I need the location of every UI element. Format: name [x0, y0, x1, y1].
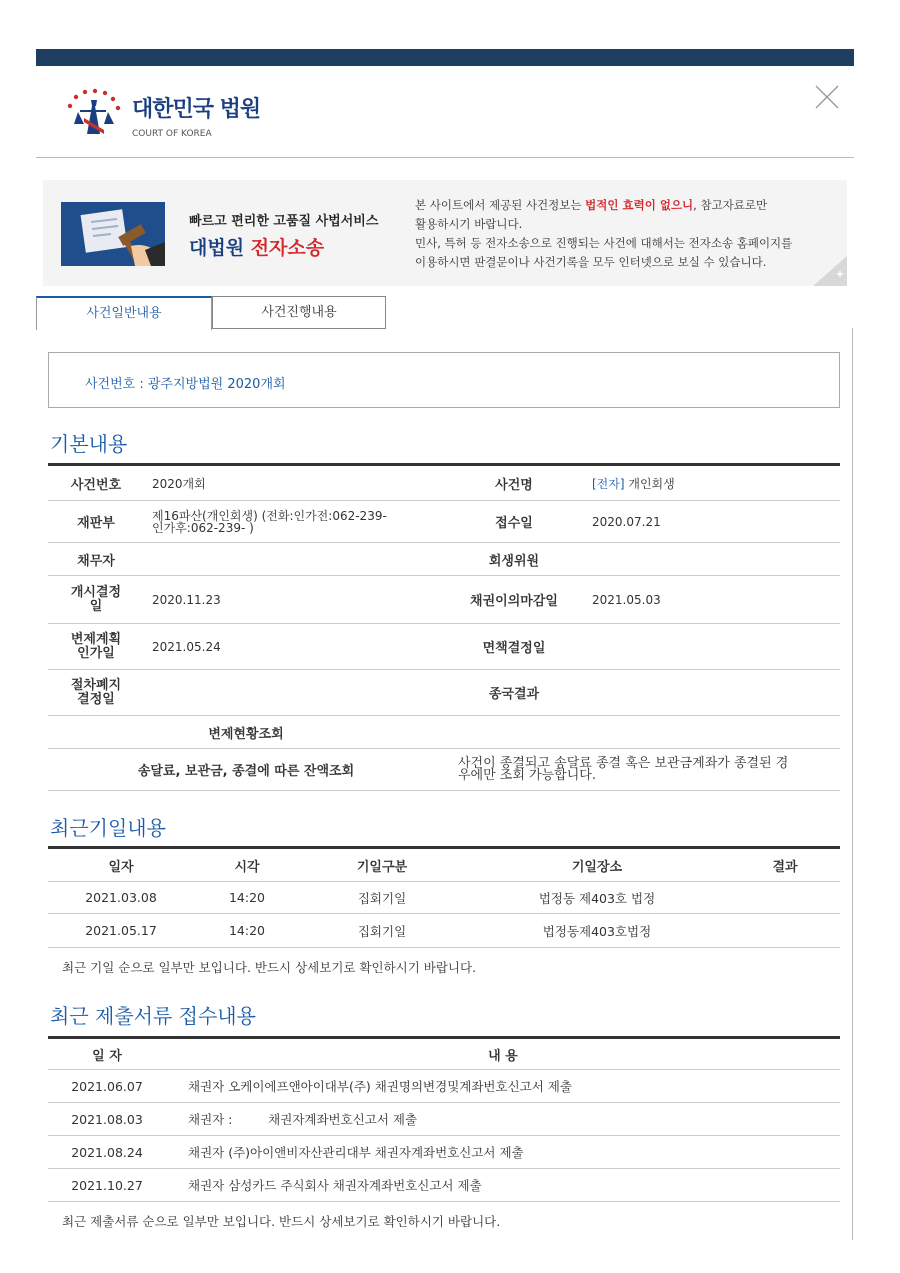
top-bar — [36, 49, 854, 66]
doc-date-cell: 2021.08.24 — [48, 1136, 166, 1169]
basic-info-table — [48, 463, 840, 791]
banner-headline — [189, 210, 378, 260]
discharge-date-value — [584, 624, 840, 670]
notice-line-4: 이용하시면 판결문이나 사건기록을 모두 인터넷으로 보실 수 있습니다. — [415, 255, 767, 269]
table-row — [48, 465, 840, 501]
result-cell — [730, 914, 840, 948]
commencement-label-2: 일 — [89, 598, 103, 614]
case-name-label: 사건명 — [444, 465, 584, 501]
notice-warning: 법적인 효력이 없으니 — [585, 198, 694, 212]
table-row — [48, 624, 840, 670]
recent-docs-title: 최근 제출서류 접수내용 — [50, 1004, 256, 1028]
logo-text — [132, 92, 260, 139]
case-name-text: 개인회생 — [624, 476, 675, 491]
abolition-date-label — [48, 670, 144, 716]
notice-line-1 — [415, 196, 835, 215]
banner-service-name — [189, 233, 378, 260]
abolition-label-1: 절차폐지 — [70, 677, 122, 693]
table-row — [48, 543, 840, 576]
type-cell: 집회기일 — [300, 914, 464, 948]
case-number-value: 2020개회 — [144, 465, 444, 501]
time-cell: 14:20 — [194, 914, 300, 948]
recent-dates-title: 최근기일내용 — [50, 816, 166, 840]
abolition-label-2: 결정일 — [77, 691, 115, 707]
table-row — [48, 716, 840, 749]
table-row — [48, 1070, 840, 1103]
col-result: 결과 — [730, 848, 840, 882]
balance-lookup-note — [444, 749, 840, 791]
type-cell: 집회기일 — [300, 882, 464, 914]
result-cell — [730, 882, 840, 914]
notice-line-2: 활용하시기 바랍니다. — [415, 217, 523, 231]
final-result-label: 종국결과 — [444, 670, 584, 716]
table-row — [48, 501, 840, 543]
doc-content-cell: 채권자 : 채권자계좌번호신고서 제출 — [166, 1103, 840, 1136]
division-value-line-1: 제16파산(개인회생) (전화:인가전:062-239- — [152, 508, 387, 523]
commencement-label-1: 개시결정 — [70, 584, 122, 600]
recent-dates-note: 최근 기일 순으로 일부만 보입니다. 반드시 상세보기로 확인하시기 바랍니다. — [62, 960, 477, 975]
col-doc-date: 일 자 — [48, 1038, 166, 1070]
division-label: 재판부 — [48, 501, 144, 543]
tab-case-general[interactable]: 사건일반내용 — [36, 296, 212, 330]
notice-line-3: 민사, 특허 등 전자소송으로 진행되는 사건에 대해서는 전자소송 홈페이지를 — [415, 236, 793, 250]
abolition-date-value — [144, 670, 444, 716]
close-button[interactable] — [814, 84, 840, 110]
table-row — [48, 576, 840, 624]
electronic-badge: [전자] — [592, 476, 625, 491]
commencement-date-value: 2020.11.23 — [144, 576, 444, 624]
division-value-line-2: 인가후:062-239- ) — [152, 520, 254, 535]
plan-approval-date-label — [48, 624, 144, 670]
doc-date-cell: 2021.10.27 — [48, 1169, 166, 1202]
banner-more-button[interactable] — [813, 256, 847, 286]
doc-date-cell: 2021.08.03 — [48, 1103, 166, 1136]
repayment-lookup-link[interactable]: 변제현황조회 — [48, 716, 444, 749]
case-name-value — [584, 465, 840, 501]
content-border — [852, 328, 853, 1240]
header — [36, 66, 854, 158]
logo-title: 대한민국 법원 — [132, 96, 261, 122]
date-cell: 2021.05.17 — [48, 914, 194, 948]
tab-case-progress[interactable]: 사건진행내용 — [212, 296, 386, 329]
receipt-date-value: 2020.07.21 — [584, 501, 840, 543]
col-doc-content: 내 용 — [166, 1038, 840, 1070]
doc-content-cell: 채권자 삼성카드 주식회사 채권자계좌번호신고서 제출 — [166, 1169, 840, 1202]
col-type: 기일구분 — [300, 848, 464, 882]
balance-lookup-link[interactable]: 송달료, 보관금, 종결에 따른 잔액조회 — [48, 749, 444, 791]
objection-deadline-label: 채권이의마감일 — [444, 576, 584, 624]
notice-line-1a: 본 사이트에서 제공된 사건정보는 — [415, 198, 586, 212]
court-logo[interactable] — [60, 84, 260, 142]
table-row — [48, 670, 840, 716]
ecourt-banner[interactable] — [43, 180, 847, 286]
court-emblem-icon — [60, 84, 126, 142]
table-row — [48, 1103, 840, 1136]
table-header-row — [48, 848, 840, 882]
logo-subtitle: COURT OF KOREA — [132, 128, 212, 139]
table-row — [48, 882, 840, 914]
commissioner-value — [584, 543, 840, 576]
receipt-date-label: 접수일 — [444, 501, 584, 543]
plan-approval-label-1: 변제계획 — [70, 631, 122, 647]
recent-dates-table — [48, 846, 840, 948]
case-number-label: 사건번호 — [48, 465, 144, 501]
doc-content-cell: 채권자 오케이에프앤아이대부(주) 채권명의변경및계좌번호신고서 제출 — [166, 1070, 840, 1103]
col-date: 일자 — [48, 848, 194, 882]
debtor-label: 채무자 — [48, 543, 144, 576]
banner-tagline: 빠르고 편리한 고품질 사법서비스 — [189, 214, 379, 229]
case-number-box: 사건번호 : 광주지방법원 2020개회 — [48, 352, 840, 408]
table-row — [48, 914, 840, 948]
recent-docs-note: 최근 제출서류 순으로 일부만 보입니다. 반드시 상세보기로 확인하시기 바랍니다. — [62, 1214, 501, 1229]
banner-service-highlight: 전자소송 — [250, 237, 325, 259]
table-row — [48, 1169, 840, 1202]
commissioner-label: 회생위원 — [444, 543, 584, 576]
balance-note-line-2: 우에만 조회 가능합니다. — [458, 767, 596, 783]
col-place: 기일장소 — [464, 848, 730, 882]
balance-note-line-1: 사건이 종결되고 송달료 종결 혹은 보관금계좌가 종결된 경 — [458, 755, 789, 771]
ecourt-illustration-icon — [61, 202, 165, 266]
tab-bar — [36, 296, 386, 330]
division-value — [144, 501, 444, 543]
plan-approval-label-2: 인가일 — [77, 645, 115, 661]
close-icon — [814, 84, 840, 110]
commencement-date-label — [48, 576, 144, 624]
place-cell: 법정동 제403호 법정 — [464, 882, 730, 914]
recent-docs-table — [48, 1036, 840, 1202]
time-cell: 14:20 — [194, 882, 300, 914]
doc-date-cell: 2021.06.07 — [48, 1070, 166, 1103]
final-result-value — [584, 670, 840, 716]
date-cell: 2021.03.08 — [48, 882, 194, 914]
objection-deadline-value: 2021.05.03 — [584, 576, 840, 624]
discharge-date-label: 면책결정일 — [444, 624, 584, 670]
notice-line-1b: , 참고자료로만 — [693, 198, 768, 212]
plus-icon — [813, 256, 847, 286]
col-time: 시각 — [194, 848, 300, 882]
repayment-lookup-value — [444, 716, 840, 749]
debtor-value — [144, 543, 444, 576]
basic-info-title: 기본내용 — [50, 432, 128, 456]
table-row — [48, 749, 840, 791]
banner-service-prefix: 대법원 — [189, 237, 251, 259]
place-cell: 법정동제403호법정 — [464, 914, 730, 948]
table-header-row — [48, 1038, 840, 1070]
doc-content-cell: 채권자 (주)아이앤비자산관리대부 채권자계좌번호신고서 제출 — [166, 1136, 840, 1169]
table-row — [48, 1136, 840, 1169]
plan-approval-date-value: 2021.05.24 — [144, 624, 444, 670]
banner-notice — [415, 196, 835, 272]
